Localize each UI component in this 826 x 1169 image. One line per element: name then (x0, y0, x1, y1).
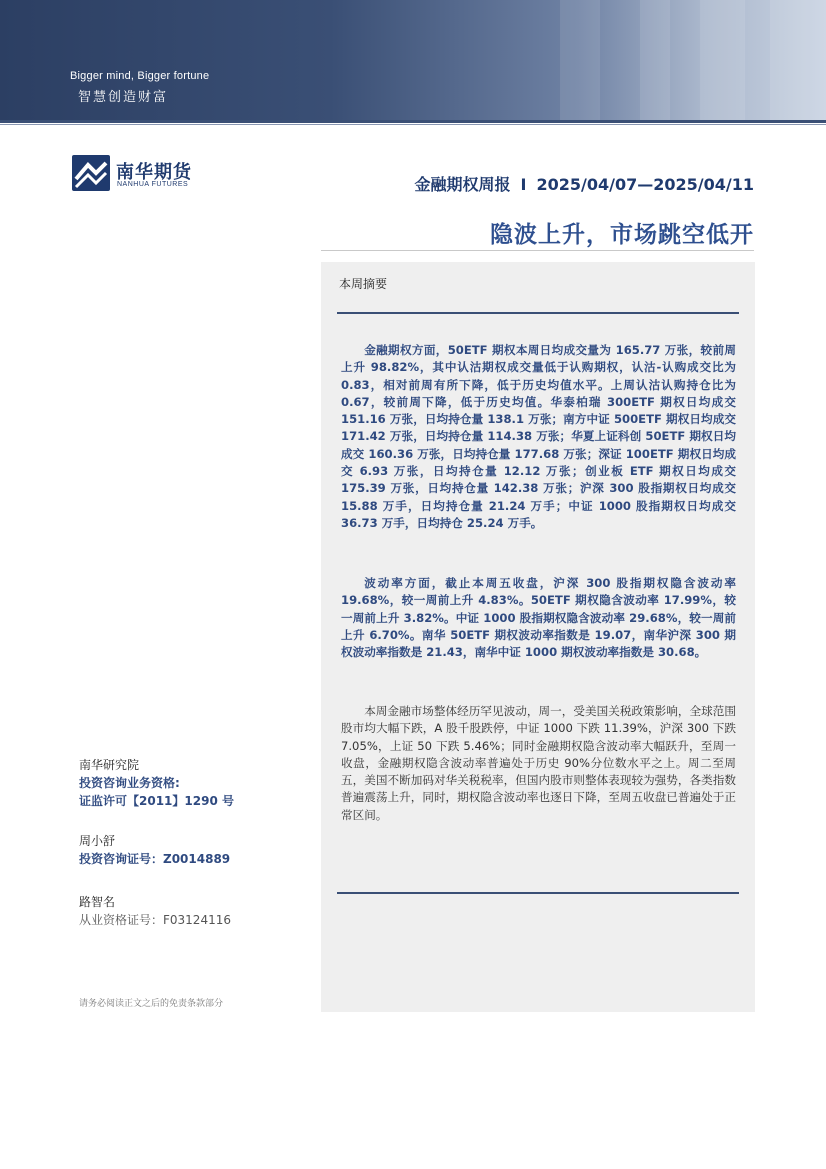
summary-panel (321, 262, 755, 1012)
report-type: 金融期权周报 (414, 175, 511, 194)
slogan-en: Bigger mind, Bigger fortune (70, 70, 210, 82)
report-separator: I (520, 175, 527, 194)
report-date-range: 2025/04/07—2025/04/11 (536, 175, 754, 194)
institute-license: 证监许可【2011】1290 号 (79, 794, 234, 808)
analyst-name: 周小舒 (79, 834, 116, 848)
summary-rule-bottom (337, 892, 739, 894)
company-logo (72, 155, 222, 195)
analyst-institute (79, 756, 234, 810)
summary-paragraph-volume: 金融期权方面，50ETF 期权本周日均成交量为 165.77 万张，较前周上升 98.82%，其中认沽期权成交量低于认购期权，认沽-认购成交比为 0.83，相对前周有所下降，低于历史均值水平。上周认沽认购持仓比为 0.67，较前周下降，低于历史均值。华泰柏瑞 300ETF 期权日均成交 151.16 万张，日均持仓量 138.1 万张；南方中证 500ETF 期权日均成交 171.42 万张，日均持仓量 114.38 万张；华夏上证科创 50ETF 期权日均成交 160.36 万张，日均持仓量 177.68 万张；深证 100ETF 期权日均成交 6.93 万张，日均持仓量 12.12 万张；创业板 ETF 期权日均成交 175.39 万张，日均持仓量 142.38 万张；沪深 300 股指期权日均成交 15.88 万手，日均持仓量 21.24 万手；中证 1000 股指期权日均成交 36.73 万手，日均持仓 25.24 万手。 (341, 343, 736, 530)
summary-title: 本周摘要 (339, 277, 388, 291)
header-banner (0, 0, 826, 120)
banner-divider (0, 120, 826, 123)
report-headline: 隐波上升，市场跳空低开 (490, 222, 754, 248)
summary-paragraph-volatility: 波动率方面，截止本周五收盘，沪深 300 股指期权隐含波动率 19.68%，较一周前上升 4.83%。50ETF 期权隐含波动率 17.99%，较一周前上升 3.82%。中证 1000 股指期权隐含波动率 29.68%，较一周前上升 6.70%。南华 50ETF 期权波动率指数是 19.07，南华沪深 300 期权波动率指数是 21.43，南华中证 1000 期权波动率指数是 30.68。 (341, 576, 736, 660)
disclaimer-footnote: 请务必阅读正文之后的免责条款部分 (79, 999, 224, 1009)
nanhua-logo-icon (72, 155, 110, 191)
analyst-zhou (79, 832, 230, 868)
summary-paragraph-market: 本周金融市场整体经历罕见波动，周一，受美国关税政策影响，全球范围股市均大幅下跌，A 股千股跌停，中证 1000 下跌 11.39%，沪深 300 下跌 7.05%，上证 50 下跌 5.46%；同时金融期权隐含波动率大幅跃升，至周一收盘，金融期权隐含波动率普遍处于历史 90%分位数水平之上。周二至周五，美国不断加码对华关税税率，但国内股市则整体表现较为强势，各类指数普遍震荡上升，同时，期权隐含波动率也逐日下降，至周五收盘已普遍处于正常区间。 (341, 704, 736, 822)
report-title-line (415, 172, 754, 195)
summary-rule-top (337, 312, 739, 314)
banner-divider-thin (0, 124, 826, 125)
analyst-cert: 投资咨询证号：Z0014889 (79, 852, 231, 866)
institute-name: 南华研究院 (79, 758, 140, 772)
slogan-cn: 智慧创造财富 (78, 90, 169, 105)
analyst-lu (79, 893, 231, 929)
logo-name-cn: 南华期货 (116, 162, 192, 183)
analyst-name: 路智名 (79, 895, 116, 909)
logo-name-en: NANHUA FUTURES (117, 181, 189, 188)
institute-qualification: 投资咨询业务资格: (79, 776, 180, 790)
analyst-cert: 从业资格证号：F03124116 (79, 913, 231, 927)
title-rule (321, 250, 754, 251)
